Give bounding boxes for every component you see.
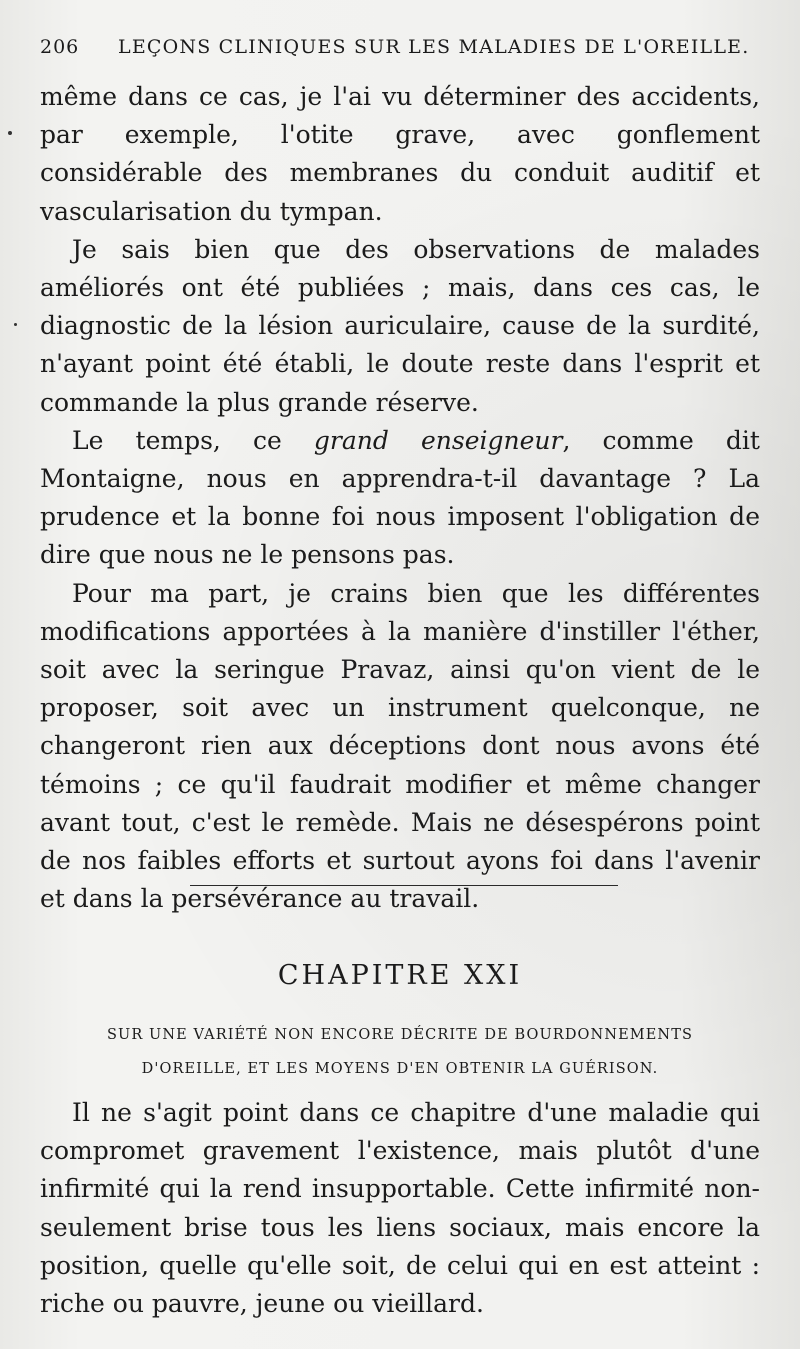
margin-ink-mark <box>14 323 17 326</box>
body-text-top <box>40 78 760 918</box>
paragraph <box>40 422 760 575</box>
paragraph: Je sais bien que des observations de malades améliorés ont été publiées ; mais, dans ces cas, le diagnostic de la lésion auriculaire, cause de la surdité, n'ayant point été établi, le doute reste dans l'esprit et commande la plus grande réserve. <box>40 234 760 417</box>
running-head <box>40 36 760 70</box>
italic-phrase: grand enseigneur <box>313 425 563 455</box>
paragraph-text: , comme dit Montaigne, nous en apprendra-t-il davantage ? La prudence et la bonne foi nous imposent l'obligation de dire que nous ne le pensons pas. <box>40 425 760 570</box>
chapter-subtitle-line: D'OREILLE, ET LES MOYENS D'EN OBTENIR LA GUÉRISON. <box>141 1061 659 1077</box>
margin-ink-mark <box>8 131 12 135</box>
paragraph: même dans ce cas, je l'ai vu déterminer des accidents, par exemple, l'otite grave, avec gonflement considérable des membranes du conduit auditif et vascularisation du tympan. <box>40 82 760 226</box>
page-number: 206 <box>40 36 80 58</box>
section-divider <box>190 885 618 886</box>
chapter-title: CHAPITRE XXI <box>277 960 523 991</box>
chapter-subtitle <box>40 1018 760 1086</box>
paragraph: Il ne s'agit point dans ce chapitre d'une maladie qui compromet gravement l'existence, mais plutôt d'une infirmité qui la rend insupportable. Cette infirmité non-seulement brise tous les liens sociaux, mais encore la position, quelle qu'elle soit, de celui qui en est atteint : riche ou pauvre, jeune ou vieillard. <box>40 1098 760 1319</box>
chapter-subtitle-line: SUR UNE VARIÉTÉ NON ENCORE DÉCRITE DE BOURDONNEMENTS <box>106 1027 694 1043</box>
paragraph-text: Le temps, ce <box>72 425 314 455</box>
body-text-chapter <box>40 1094 760 1323</box>
paragraph: Pour ma part, je crains bien que les différentes modifications apportées à la manière d'instiller l'éther, soit avec la seringue Pravaz, ainsi qu'on vient de le proposer, soit avec un instrument quelconque, ne changeront rien aux déceptions dont nous avons été témoins ; ce qu'il faudrait modifier et même changer avant tout, c'est le remède. Mais ne désespérons point de nos faibles efforts et surtout ayons foi dans l'avenir et dans la persévérance au travail. <box>40 578 760 914</box>
running-title: LEÇONS CLINIQUES SUR LES MALADIES DE L'OREILLE. <box>118 36 750 58</box>
